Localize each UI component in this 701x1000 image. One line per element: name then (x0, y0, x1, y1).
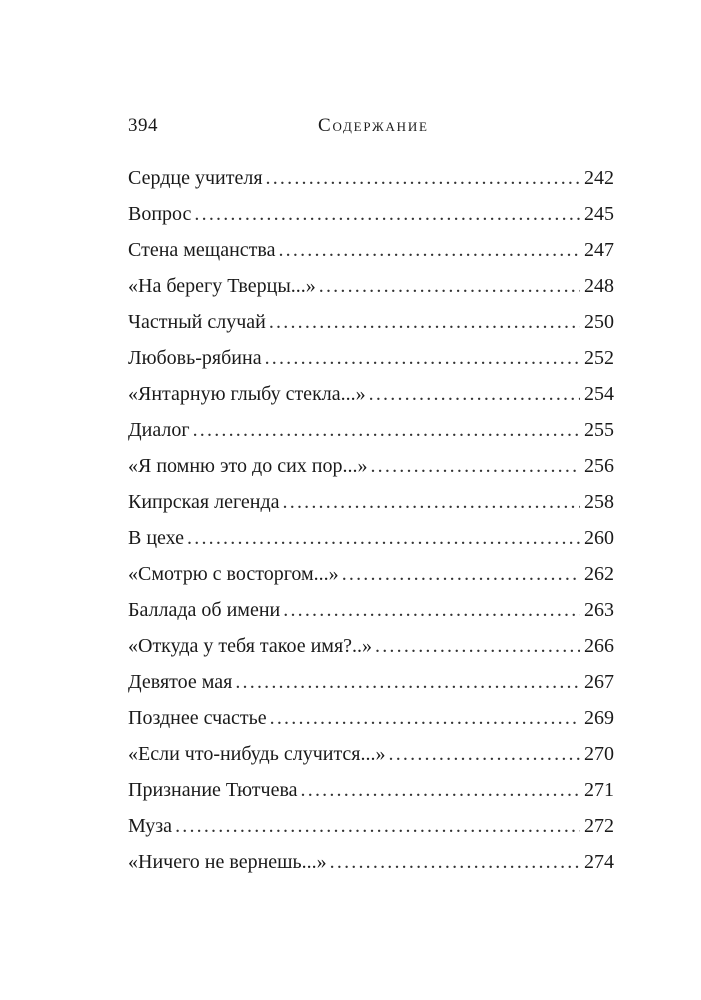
toc-entry (128, 592, 614, 628)
toc-entry-page: 263 (584, 599, 614, 621)
toc-entry (128, 160, 614, 196)
toc-entry-page: 242 (584, 167, 614, 189)
toc-entry-page: 255 (584, 419, 614, 441)
dot-leader (175, 808, 580, 844)
toc-entry (128, 304, 614, 340)
toc-entry-title: Вопрос (128, 203, 192, 225)
toc-entry-page: 269 (584, 707, 614, 729)
toc-entry-title: Позднее счастье (128, 707, 267, 729)
toc-entry-page: 247 (584, 239, 614, 261)
toc-entry (128, 232, 614, 268)
toc-entry-title: «Ничего не вернешь...» (128, 851, 327, 873)
toc-entry-page: 274 (584, 851, 614, 873)
dot-leader (301, 772, 580, 808)
toc-entry-title: «На берегу Тверцы...» (128, 275, 316, 297)
dot-leader (342, 556, 580, 592)
dot-leader (283, 484, 580, 520)
dot-leader (194, 196, 580, 232)
toc-entry-title: Частный случай (128, 311, 266, 333)
page-number: 394 (128, 115, 158, 136)
toc-entry-page: 260 (584, 527, 614, 549)
page-header (128, 115, 614, 143)
toc-entry-page: 250 (584, 311, 614, 333)
toc-entry-page: 256 (584, 455, 614, 477)
toc-entry (128, 268, 614, 304)
toc-entry (128, 376, 614, 412)
dot-leader (369, 376, 580, 412)
toc-entry-page: 252 (584, 347, 614, 369)
toc-entry-title: «Откуда у тебя такое имя?..» (128, 635, 373, 657)
toc-entry-title: «Смотрю с восторгом...» (128, 563, 339, 585)
toc-entry-title: Стена мещанства (128, 239, 276, 261)
dot-leader (265, 340, 580, 376)
table-of-contents (128, 160, 614, 880)
toc-entry (128, 556, 614, 592)
toc-entry (128, 700, 614, 736)
toc-entry-title: «Если что-нибудь случится...» (128, 743, 386, 765)
toc-entry (128, 412, 614, 448)
toc-entry-page: 248 (584, 275, 614, 297)
dot-leader (389, 736, 580, 772)
dot-leader (269, 304, 580, 340)
toc-entry (128, 736, 614, 772)
dot-leader (330, 844, 580, 880)
dot-leader (370, 448, 580, 484)
dot-leader (375, 628, 580, 664)
toc-entry (128, 628, 614, 664)
toc-entry-page: 245 (584, 203, 614, 225)
toc-entry-title: В цехе (128, 527, 185, 549)
toc-entry-title: Муза (128, 815, 173, 837)
toc-entry (128, 448, 614, 484)
toc-entry-title: Кипрская легенда (128, 491, 280, 513)
toc-entry-page: 267 (584, 671, 614, 693)
toc-entry-page: 254 (584, 383, 614, 405)
toc-entry (128, 808, 614, 844)
toc-entry-page: 271 (584, 779, 614, 801)
toc-entry (128, 844, 614, 880)
toc-entry-title: Баллада об имени (128, 599, 281, 621)
toc-entry-title: «Янтарную глыбу стекла...» (128, 383, 366, 405)
toc-entry-page: 262 (584, 563, 614, 585)
toc-entry-page: 266 (584, 635, 614, 657)
toc-entry-title: «Я помню это до сих пор...» (128, 455, 368, 477)
dot-leader (235, 664, 580, 700)
toc-entry-title: Признание Тютчева (128, 779, 298, 801)
toc-entry-page: 270 (584, 743, 614, 765)
dot-leader (319, 268, 580, 304)
toc-entry-title: Девятое мая (128, 671, 233, 693)
dot-leader (266, 160, 580, 196)
toc-entry-page: 272 (584, 815, 614, 837)
running-head: Содержание (318, 115, 429, 136)
dot-leader (283, 592, 580, 628)
toc-entry (128, 340, 614, 376)
toc-entry (128, 772, 614, 808)
dot-leader (270, 700, 580, 736)
toc-entry-title: Любовь-рябина (128, 347, 262, 369)
dot-leader (187, 520, 580, 556)
toc-entry (128, 484, 614, 520)
dot-leader (193, 412, 580, 448)
toc-entry-title: Диалог (128, 419, 190, 441)
toc-entry-page: 258 (584, 491, 614, 513)
toc-entry-title: Сердце учителя (128, 167, 263, 189)
toc-entry (128, 196, 614, 232)
dot-leader (278, 232, 580, 268)
toc-entry (128, 520, 614, 556)
toc-entry (128, 664, 614, 700)
